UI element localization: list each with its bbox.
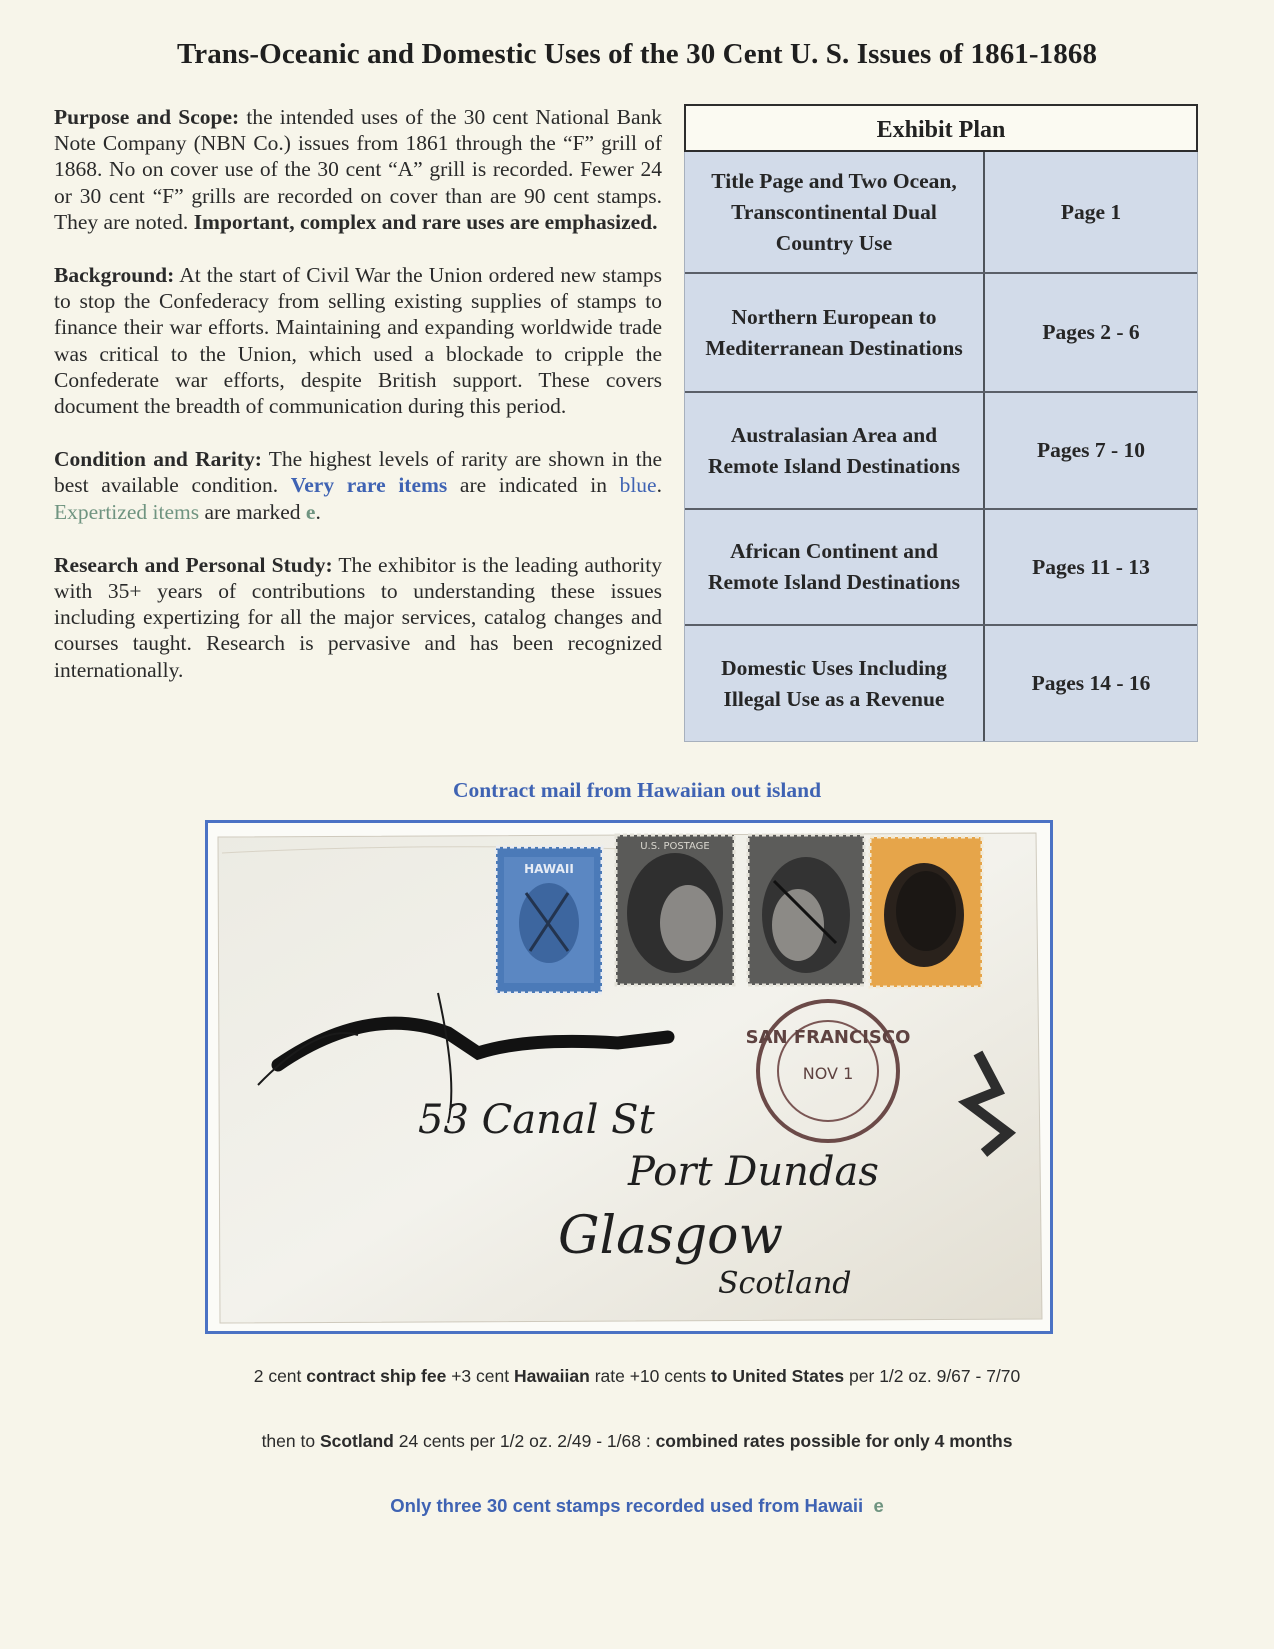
expertized-items-label: Expertized items [54,499,200,524]
purpose-emphasis: Important, complex and rare uses are emphasized. [193,209,658,234]
condition-text: . [656,473,662,498]
research-paragraph [54,552,662,683]
condition-text: are marked [199,499,306,524]
address-line4: Scotland [718,1266,852,1301]
plan-pages: Pages 14 - 16 [1031,671,1151,695]
rarity-note-text: Only three 30 cent stamps recorded used from Hawaii [390,1495,864,1516]
background-heading: Background: [54,263,175,288]
plan-pages: Pages 2 - 6 [1042,320,1140,344]
rate-note-bold: combined rates possible for only 4 months [655,1431,1013,1451]
plan-row [685,508,1197,624]
hawaii-stamp [496,847,602,993]
condition-paragraph [54,446,662,525]
plan-row [685,272,1197,391]
plan-row [685,152,1197,272]
expertized-mark: e [305,499,316,524]
plan-row [685,624,1197,741]
address-line2: Port Dundas [628,1149,879,1195]
thirty-cent-stamp [870,837,982,987]
rate-note-text: per 1/2 oz. 9/67 - 7/70 [844,1366,1021,1386]
cover-caption: Contract mail from Hawaiian out island [452,778,822,802]
purpose-heading: Purpose and Scope: [54,105,240,129]
postmark-city: SAN FRANCISCO [745,1027,911,1048]
exhibit-plan-heading: Exhibit Plan [684,104,1198,152]
plan-pages: Pages 11 - 13 [1032,554,1150,579]
plan-topic: Northern European to Mediterranean Destinations [685,274,985,391]
exhibit-plan-table [684,152,1198,742]
plan-topic: Title Page and Two Ocean, Transcontinental Dual Country Use [685,152,985,272]
condition-text: The highest levels of rarity are shown in the best available condition. [54,447,662,498]
plan-topic: African Continent and Remote Island Destinations [685,510,985,624]
two-cent-stamp-2 [748,835,864,985]
research-text: The exhibitor is the leading authority with 35+ years of contributions to understanding these issues including expertizing for all the major services, catalog changes and courses taught. Research is pervasive and has been recognized internationally. [54,552,662,682]
rate-note-text: then to [261,1431,320,1451]
hawaii-stamp-label: HAWAII [524,862,574,876]
rate-note-1 [0,1366,1274,1387]
plan-pages: Pages 7 - 10 [1036,438,1146,462]
background-paragraph [54,262,662,419]
background-text: At the start of Civil War the Union ordered new stamps to stop the Confederacy from selling existing supplies of stamps to finance their war efforts. Maintaining and expanding worldwide trade was critical to the Union, which used a blockade to cripple the Confederate war efforts, despite British support. These covers document the breadth of communication during this period. [54,263,662,419]
two-cent-stamp-1 [616,835,734,985]
rate-note-text: 2 cent [253,1366,307,1386]
plan-topic: Domestic Uses Including Illegal Use as a Revenue [685,626,985,741]
plan-pages: Page 1 [1060,199,1122,224]
rate-note-bold: to United States [710,1366,845,1386]
intro-column [54,104,662,710]
condition-text: . [315,499,321,524]
research-heading: Research and Personal Study: [54,552,333,577]
expertized-mark: e [873,1495,884,1516]
rarity-note [0,1495,1274,1517]
plan-row [685,391,1197,508]
purpose-paragraph [54,104,662,235]
rate-note-text: 24 cents per 1/2 oz. 2/49 - 1/68 : [393,1431,656,1451]
postmark-date: NOV 1 [802,1064,854,1083]
condition-heading: Condition and Rarity: [54,447,262,472]
stamp-label: U.S. POSTAGE [640,841,710,852]
condition-text: are indicated in [447,473,620,498]
rate-note-text: +3 cent [446,1366,514,1386]
address-line1: 53 Canal St [418,1097,655,1143]
exhibit-plan [684,104,1198,742]
address-line3: Glasgow [558,1206,783,1266]
page-title: Trans-Oceanic and Domestic Uses of the 30 Cent U. S. Issues of 1861-1868 [176,38,1098,70]
rate-note-bold: Hawaiian [513,1366,590,1386]
plan-topic: Australasian Area and Remote Island Destinations [685,393,985,508]
rate-note-2 [0,1431,1274,1452]
rare-items-label: Very rare items [290,473,448,498]
rate-note-bold: contract ship fee [306,1366,447,1386]
cover-image [208,823,1050,1331]
purpose-text: the intended uses of the 30 cent National Bank Note Company (NBN Co.) issues from 1861 through the “F” grill of 1868. No on cover use of the 30 cent “A” grill is recorded. Fewer 24 or 30 cent “F” grills are recorded on cover than are 90 cent stamps. They are noted. [54,105,662,234]
blue-word: blue [619,473,657,498]
cover-image-frame [205,820,1053,1334]
rate-note-text: rate +10 cents [589,1366,711,1386]
rate-note-bold: Scotland [319,1431,394,1451]
